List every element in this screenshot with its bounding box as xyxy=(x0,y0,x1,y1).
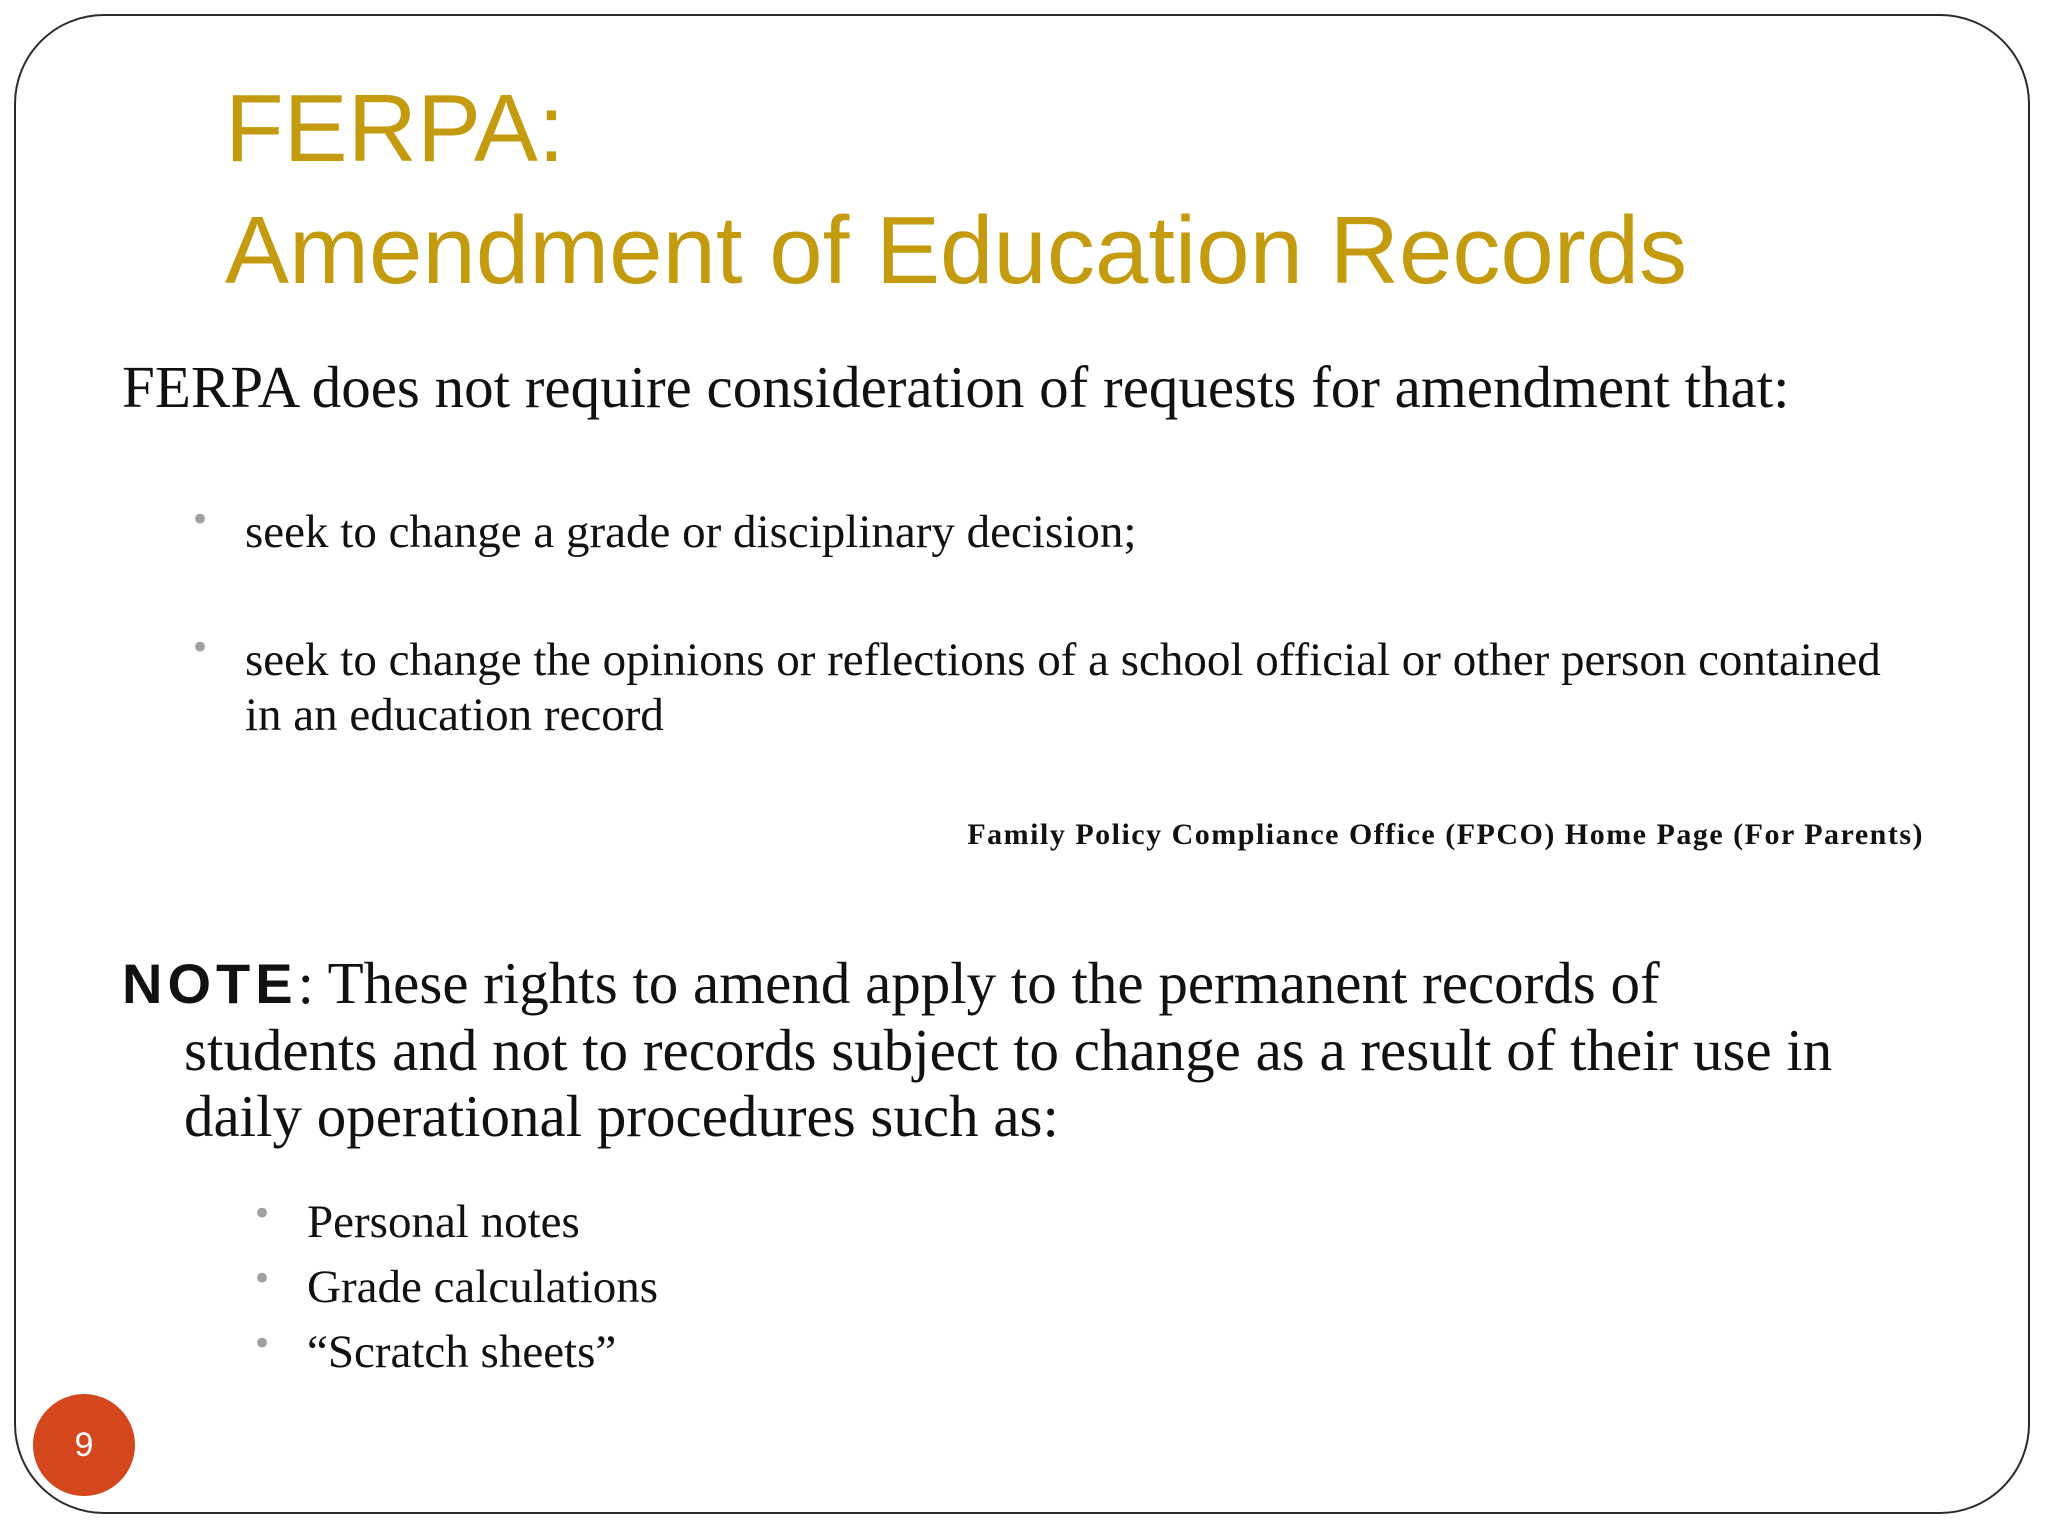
bullet-icon: • xyxy=(252,1194,273,1234)
bullet-icon: • xyxy=(252,1259,273,1299)
operational-records-list xyxy=(252,1190,658,1385)
list-item xyxy=(190,500,1890,560)
amendment-exclusions-list xyxy=(190,500,1890,816)
bullet-icon: • xyxy=(190,500,211,540)
list-item xyxy=(252,1255,658,1320)
note-line-1-text: : These rights to amend apply to the permanent records of xyxy=(297,950,1660,1016)
note-label: NOTE xyxy=(122,952,298,1015)
list-item xyxy=(252,1320,658,1385)
note-line-3: daily operational procedures such as: xyxy=(184,1083,1059,1149)
list-item-text: seek to change a grade or disciplinary decision; xyxy=(245,506,1137,558)
slide-title xyxy=(225,68,1687,312)
list-item xyxy=(252,1190,658,1255)
page-number-badge: 9 xyxy=(33,1394,135,1496)
intro-text: FERPA does not require consideration of requests for amendment that: xyxy=(122,354,1790,420)
title-line-2: Amendment of Education Records xyxy=(225,197,1688,304)
note-line-2: students and not to records subject to change as a result of their use in xyxy=(184,1017,1833,1083)
list-item-text: “Scratch sheets” xyxy=(307,1326,617,1378)
list-item xyxy=(190,628,1890,743)
note-line-1 xyxy=(122,950,1942,1017)
title-line-1: FERPA: xyxy=(225,75,565,182)
bullet-icon: • xyxy=(190,628,211,668)
list-item-text: Grade calculations xyxy=(307,1261,659,1313)
note-paragraph xyxy=(122,950,1942,1149)
source-citation: Family Policy Compliance Office (FPCO) Home Page (For Parents) xyxy=(967,818,1924,851)
list-item-text: Personal notes xyxy=(307,1196,580,1248)
bullet-icon: • xyxy=(252,1324,273,1364)
list-item-text: seek to change the opinions or reflections of a school official or other person contained in an education record xyxy=(245,634,1881,741)
